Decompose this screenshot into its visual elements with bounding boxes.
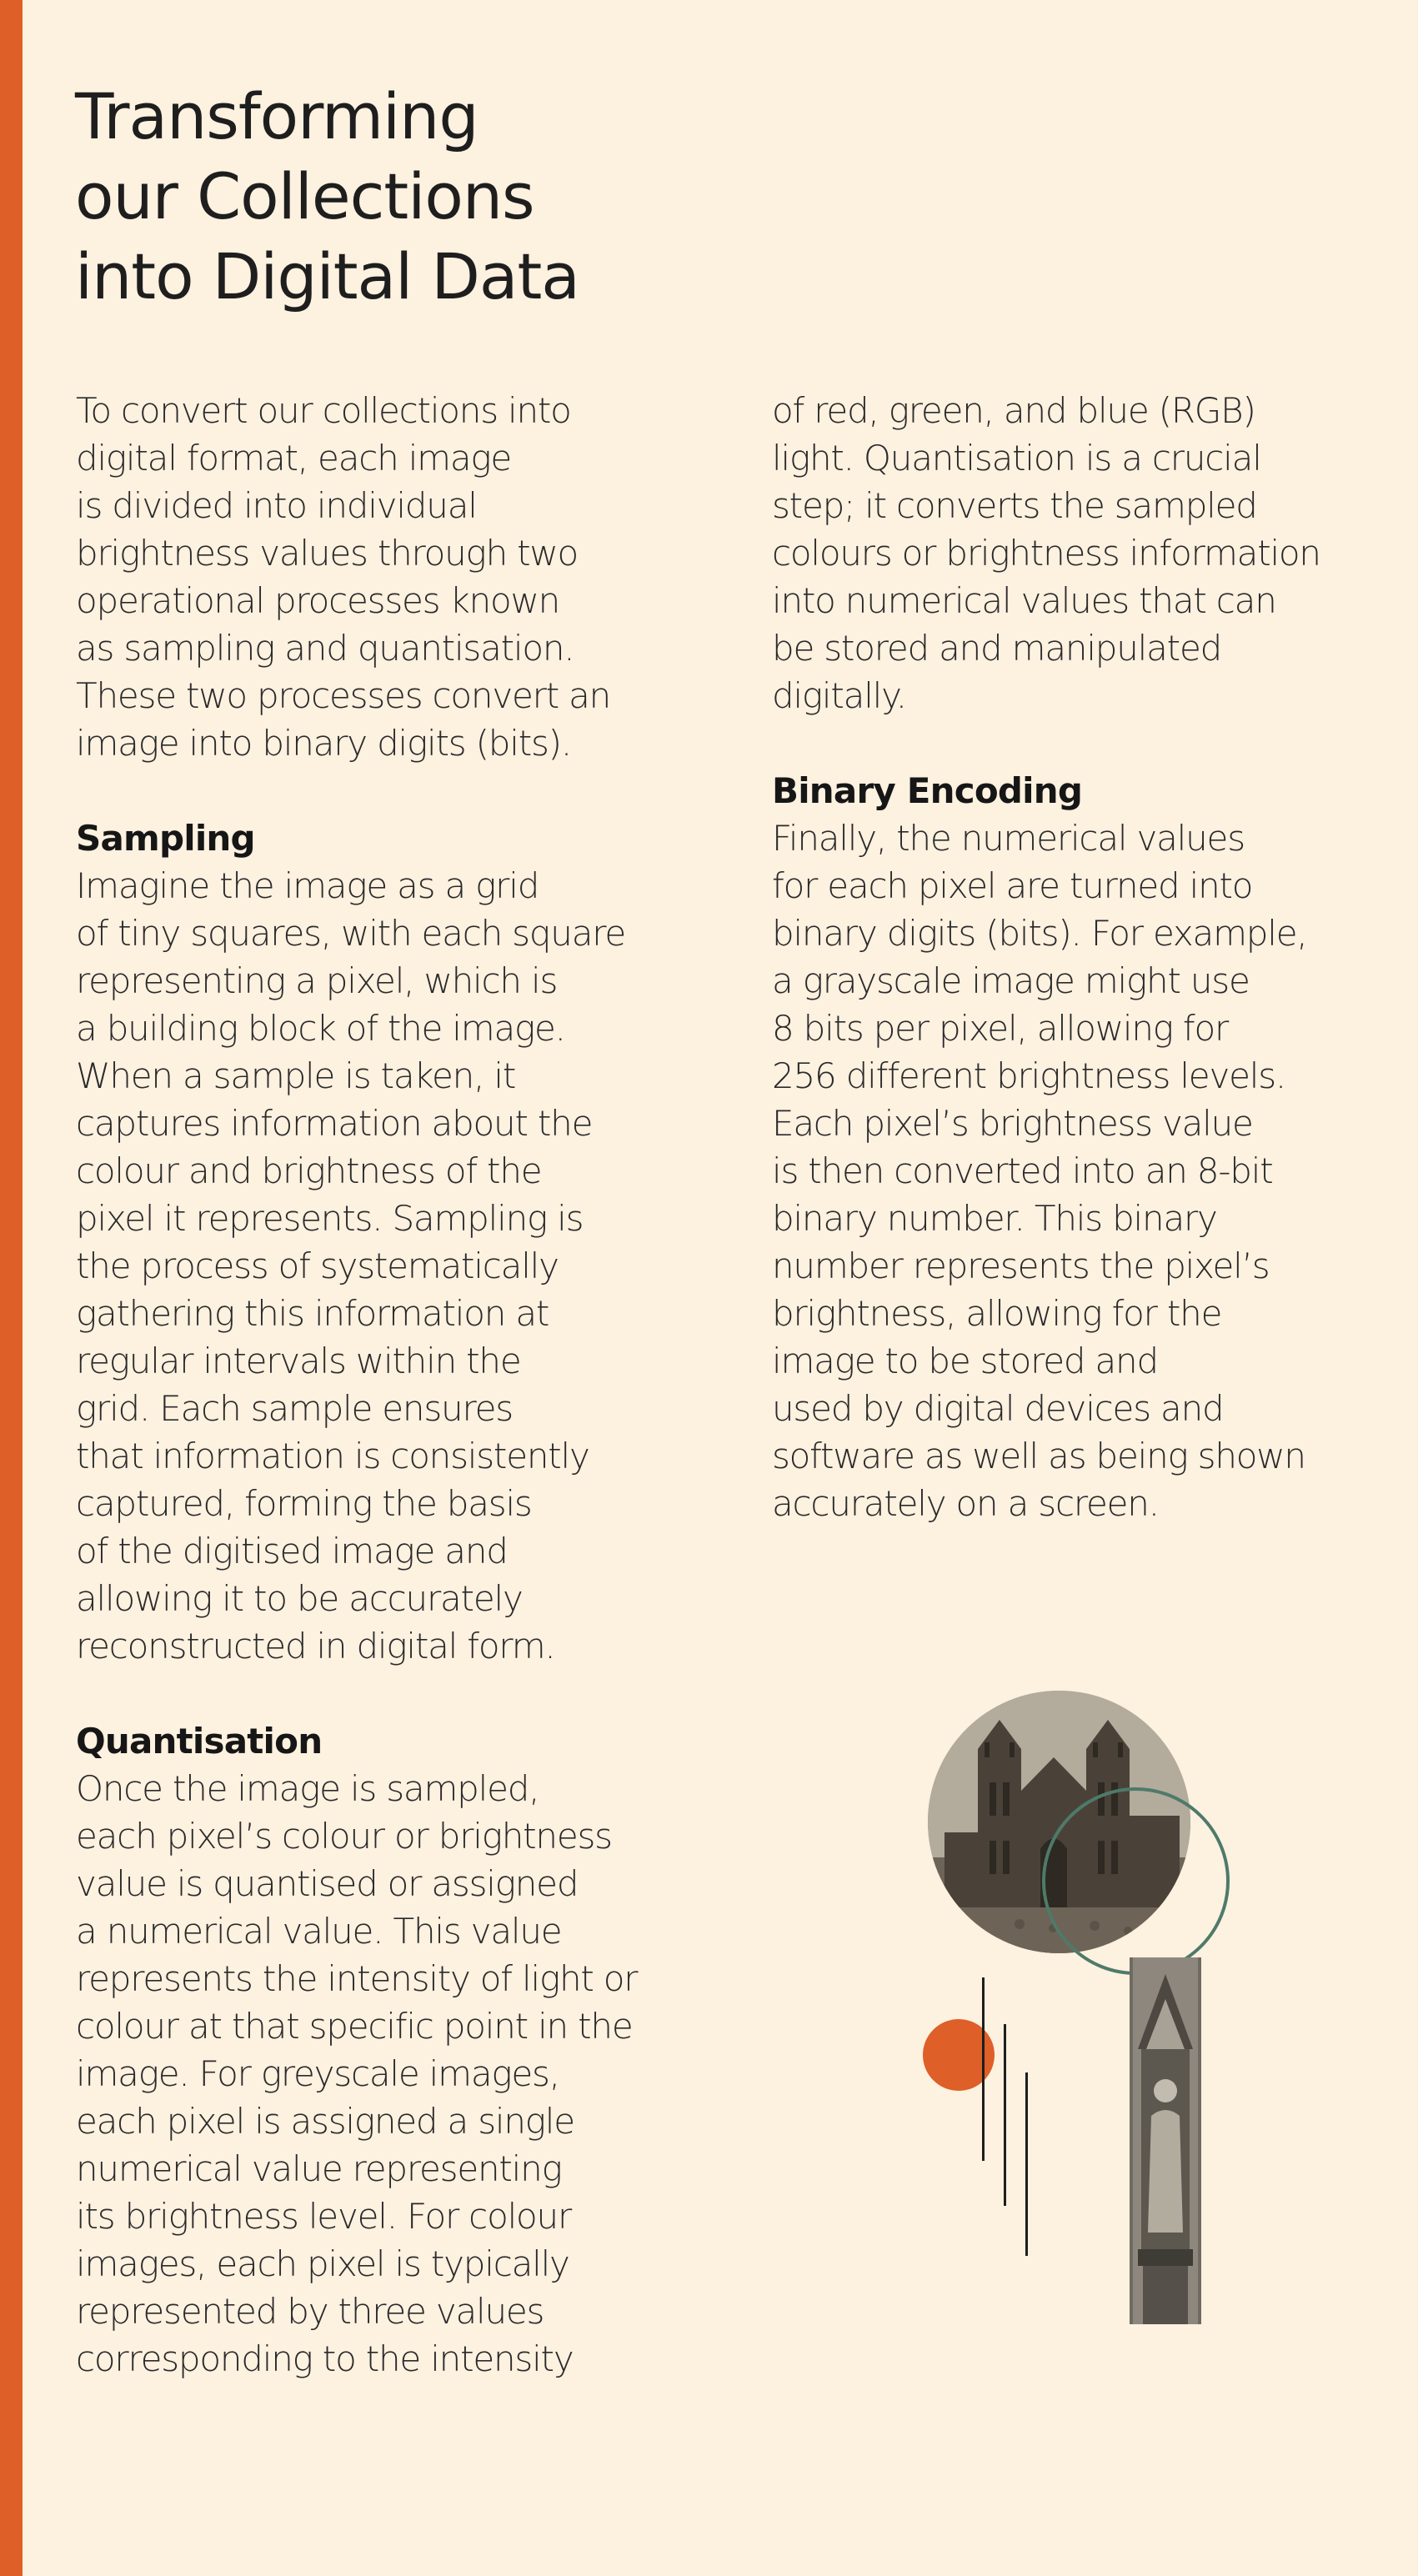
quantisation-line: digitally. — [772, 675, 906, 716]
binary-encoding-line: software as well as being shown — [772, 1436, 1305, 1476]
binary-encoding-heading: Binary Encoding — [772, 770, 1083, 811]
decorative-illustration — [917, 1684, 1250, 2318]
sampling-line: of tiny squares, with each square — [76, 913, 626, 954]
quantisation-line: colours or brightness information — [772, 533, 1320, 574]
sampling-line: gathering this information at — [76, 1293, 549, 1334]
vertical-line — [1025, 2072, 1028, 2256]
intro-paragraph — [76, 387, 693, 767]
binary-encoding-line: for each pixel are turned into — [772, 865, 1253, 906]
green-ring — [1042, 1787, 1230, 1975]
quantisation-line: a numerical value. This value — [76, 1911, 562, 1952]
sampling-line: captured, forming the basis — [76, 1483, 532, 1524]
quantisation-line: each pixel is assigned a single — [76, 2101, 574, 2142]
intro-line: as sampling and quantisation. — [76, 628, 574, 669]
sampling-section — [76, 814, 693, 1670]
quantisation-line: numerical value representing — [76, 2148, 562, 2189]
sampling-line: representing a pixel, which is — [76, 960, 558, 1001]
binary-encoding-line: is then converted into an 8-bit — [772, 1150, 1273, 1191]
sampling-line: When a sample is taken, it — [76, 1055, 516, 1096]
statue-drawing — [1130, 1957, 1201, 2324]
quantisation-line: of red, green, and blue (RGB) — [772, 390, 1255, 431]
binary-encoding-line: 8 bits per pixel, allowing for — [772, 1008, 1229, 1049]
sampling-line: pixel it represents. Sampling is — [76, 1198, 584, 1239]
binary-encoding-line: 256 different brightness levels. — [772, 1055, 1286, 1096]
sampling-line: the process of systematically — [76, 1245, 559, 1286]
sampling-heading: Sampling — [76, 818, 255, 859]
right-column — [772, 387, 1389, 1527]
intro-line: digital format, each image — [76, 438, 512, 479]
quantisation-line: light. Quantisation is a crucial — [772, 438, 1261, 479]
sampling-line: captures information about the — [76, 1103, 593, 1144]
quantisation-line: step; it converts the sampled — [772, 485, 1257, 526]
quantisation-line: colour at that specific point in the — [76, 2006, 633, 2047]
sampling-line: regular intervals within the — [76, 1341, 521, 1381]
binary-encoding-line: Each pixel’s brightness value — [772, 1103, 1253, 1144]
quantisation-line: be stored and manipulated — [772, 628, 1222, 669]
binary-encoding-line: binary number. This binary — [772, 1198, 1217, 1239]
intro-line: These two processes convert an — [76, 675, 611, 716]
title-line: into Digital Data — [75, 239, 579, 313]
intro-line: To convert our collections into — [76, 390, 571, 431]
sampling-line: colour and brightness of the — [76, 1150, 542, 1191]
vertical-line — [982, 1977, 985, 2161]
left-column — [76, 387, 693, 2383]
quantisation-section — [76, 1717, 693, 2383]
vertical-line — [1004, 2024, 1006, 2206]
quantisation-line: image. For greyscale images, — [76, 2053, 559, 2094]
sampling-line: reconstructed in digital form. — [76, 1626, 555, 1666]
accent-bar — [0, 0, 23, 2576]
quantisation-line: Once the image is sampled, — [76, 1768, 539, 1809]
quantisation-line: images, each pixel is typically — [76, 2243, 569, 2284]
binary-encoding-line: binary digits (bits). For example, — [772, 913, 1307, 954]
quantisation-line: corresponding to the intensity — [76, 2338, 574, 2379]
sampling-line: allowing it to be accurately — [76, 1578, 523, 1619]
binary-encoding-section — [772, 767, 1389, 1527]
quantisation-line: each pixel’s colour or brightness — [76, 1816, 612, 1857]
title-line: Transforming — [75, 79, 479, 153]
intro-line: brightness values through two — [76, 533, 579, 574]
binary-encoding-line: used by digital devices and — [772, 1388, 1224, 1429]
intro-line: image into binary digits (bits). — [76, 723, 571, 764]
intro-line: is divided into individual — [76, 485, 477, 526]
binary-encoding-line: image to be stored and — [772, 1341, 1158, 1381]
statue-photo — [1130, 1957, 1201, 2324]
quantisation-line: represented by three values — [76, 2291, 544, 2332]
page-title — [75, 77, 659, 317]
intro-line: operational processes known — [76, 580, 560, 621]
quantisation-continued — [772, 387, 1389, 719]
sampling-line: Imagine the image as a grid — [76, 865, 539, 906]
sampling-line: that information is consistently — [76, 1436, 589, 1476]
quantisation-line: value is quantised or assigned — [76, 1863, 579, 1904]
binary-encoding-line: Finally, the numerical values — [772, 818, 1245, 859]
quantisation-heading: Quantisation — [76, 1721, 323, 1762]
binary-encoding-line: brightness, allowing for the — [772, 1293, 1222, 1334]
title-line: our Collections — [75, 159, 534, 233]
binary-encoding-line: number represents the pixel’s — [772, 1245, 1270, 1286]
binary-encoding-line: accurately on a screen. — [772, 1483, 1159, 1524]
quantisation-line: into numerical values that can — [772, 580, 1276, 621]
sampling-line: a building block of the image. — [76, 1008, 565, 1049]
sampling-line: of the digitised image and — [76, 1531, 508, 1571]
sampling-line: grid. Each sample ensures — [76, 1388, 513, 1429]
quantisation-line: its brightness level. For colour — [76, 2196, 572, 2237]
quantisation-line: represents the intensity of light or — [76, 1958, 638, 1999]
binary-encoding-line: a grayscale image might use — [772, 960, 1250, 1001]
